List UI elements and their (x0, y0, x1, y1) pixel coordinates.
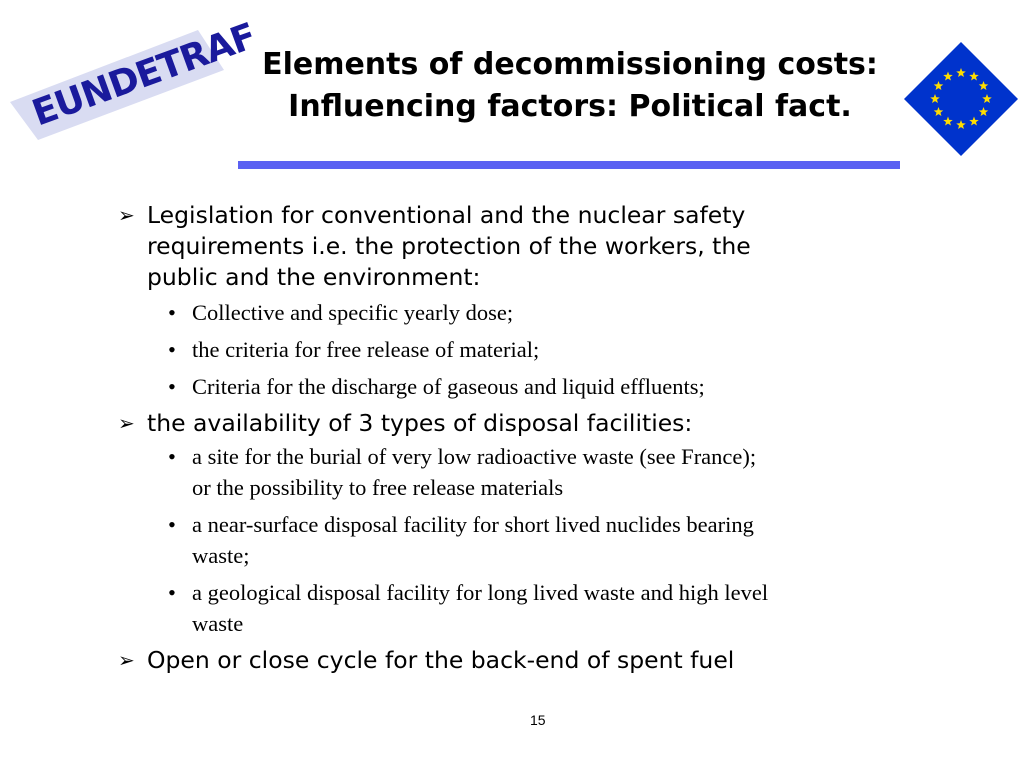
bullet-fuel-cycle (110, 645, 930, 676)
title-line-2: Influencing factors: Political fact. (288, 89, 852, 124)
sub-bullet-text: the criteria for free release of material; (192, 337, 540, 362)
sub-bullet-burial-site (110, 441, 930, 503)
dot-bullet-icon: • (168, 444, 176, 469)
sub-bullet-text: or the possibility to free release materials (192, 475, 564, 500)
sub-bullet-text: a site for the burial of very low radioactive waste (see France); (192, 444, 757, 469)
arrow-bullet-icon: ➢ (118, 411, 135, 435)
sub-bullet-dose (110, 297, 930, 328)
page-number: 15 (530, 712, 546, 728)
sub-bullet-text: Criteria for the discharge of gaseous and liquid effluents; (192, 374, 705, 399)
bullet-text-line: requirements i.e. the protection of the workers, the (147, 232, 751, 260)
bullet-text-line: Open or close cycle for the back-end of spent fuel (147, 646, 735, 674)
bullet-legislation (110, 200, 930, 293)
eundetraf-logo (8, 15, 262, 140)
arrow-bullet-icon: ➢ (118, 203, 135, 227)
title-underline (238, 161, 900, 169)
dot-bullet-icon: • (168, 580, 176, 605)
sub-bullet-text: waste (192, 611, 244, 636)
bullet-text-line: Legislation for conventional and the nuclear safety (147, 201, 746, 229)
arrow-bullet-icon: ➢ (118, 648, 135, 672)
bullet-text-line: the availability of 3 types of disposal facilities: (147, 409, 693, 437)
dot-bullet-icon: • (168, 512, 176, 537)
slide-content (110, 200, 930, 676)
sub-bullet-near-surface (110, 509, 930, 571)
sub-bullet-text: a geological disposal facility for long lived waste and high level (192, 580, 769, 605)
slide-title (224, 44, 916, 128)
bullet-text-line: public and the environment: (147, 263, 481, 291)
bullet-disposal-facilities (110, 408, 930, 439)
eu-flag-icon (902, 40, 1020, 158)
sub-bullet-free-release (110, 334, 930, 365)
sub-bullet-text: waste; (192, 543, 250, 568)
sub-bullet-text: a near-surface disposal facility for short lived nuclides bearing (192, 512, 754, 537)
sub-bullet-discharge (110, 371, 930, 402)
dot-bullet-icon: • (168, 337, 176, 362)
dot-bullet-icon: • (168, 300, 176, 325)
dot-bullet-icon: • (168, 374, 176, 399)
sub-bullet-text: Collective and specific yearly dose; (192, 300, 514, 325)
sub-bullet-geological (110, 577, 930, 639)
svg-text:EUNDETRAF: EUNDETRAF (27, 15, 262, 135)
title-line-1: Elements of decommissioning costs: (262, 47, 878, 82)
